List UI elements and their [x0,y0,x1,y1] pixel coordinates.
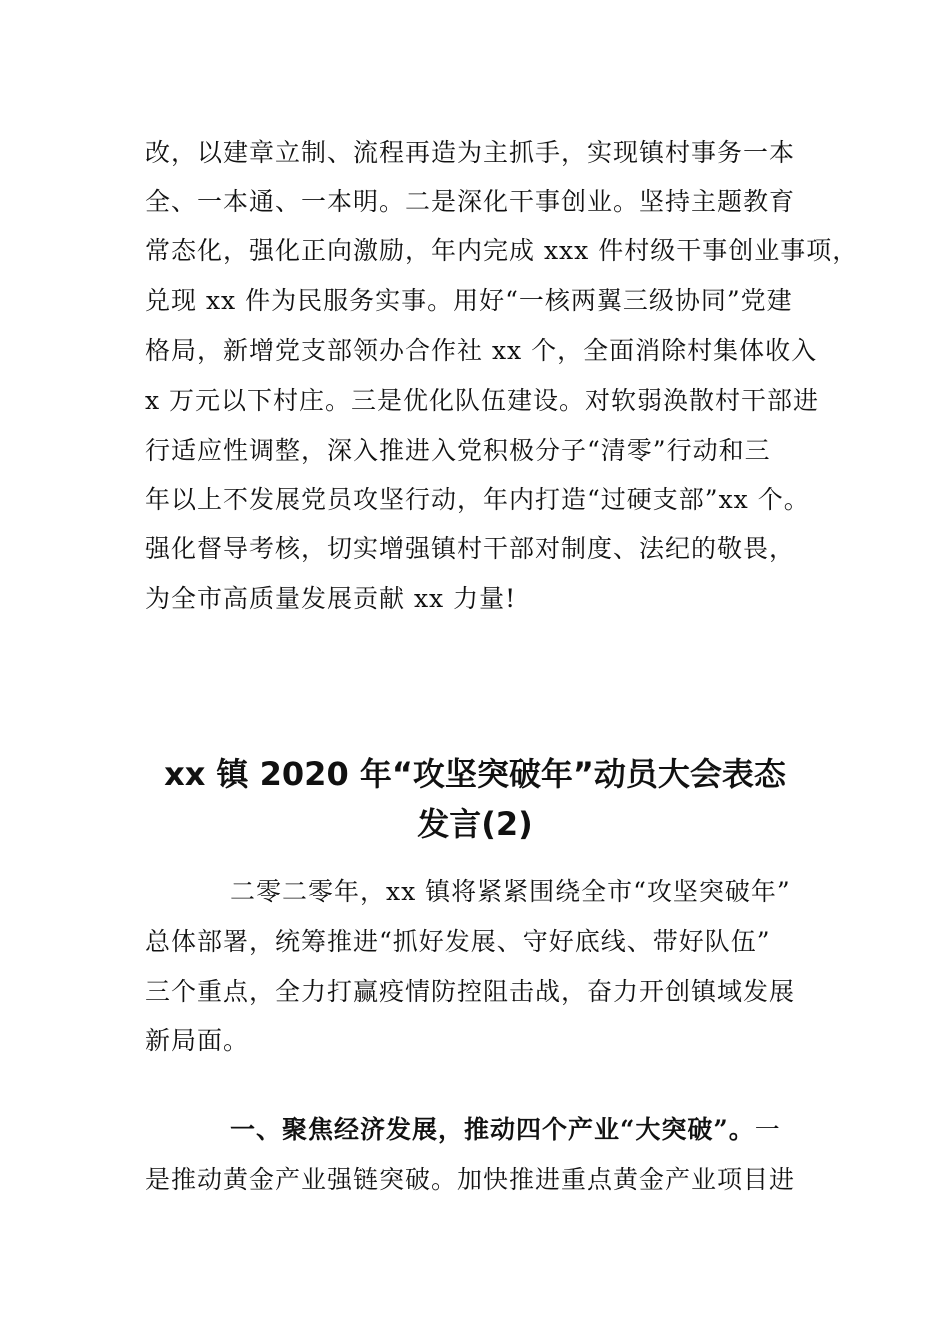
body-text-line: 兑现 xx 件为民服务实事。用好“一核两翼三级协同”党建 [145,286,793,315]
body-text-line: 年以上不发展党员攻坚行动，年内打造“过硬支部”xx 个。 [145,485,810,514]
section-heading-line [230,1113,781,1147]
body-text-line: 强化督导考核，切实增强镇村干部对制度、法纪的敬畏， [145,534,796,563]
body-text-line: 行适应性调整，深入推进入党积极分子“清零”行动和三 [145,436,771,465]
body-text-line: x 万元以下村庄。三是优化队伍建设。对软弱涣散村干部进 [145,386,820,415]
document-title-line1: xx 镇 2020 年“攻坚突破年”动员大会表态 [164,755,786,793]
body-text-line: 格局，新增党支部领办合作社 xx 个，全面消除村集体收入 [145,336,818,365]
section-text: 一 [754,1115,781,1144]
intro-text-line: 三个重点，全力打赢疫情防控阻击战，奋力开创镇域发展 [145,977,796,1006]
intro-text-line: 总体部署，统筹推进“抓好发展、守好底线、带好队伍” [145,927,771,956]
section-text-line: 是推动黄金产业强链突破。加快推进重点黄金产业项目进 [145,1165,796,1194]
section-heading: 一、聚焦经济发展，推动四个产业“大突破”。 [230,1115,755,1144]
body-text-line: 常态化，强化正向激励，年内完成 xxx 件村级干事创业事项， [145,236,859,265]
intro-text-line: 新局面。 [145,1026,250,1055]
body-text-line: 改，以建章立制、流程再造为主抓手，实现镇村事务一本 [145,138,796,167]
intro-text-line: 二零二零年，xx 镇将紧紧围绕全市“攻坚突破年” [230,877,791,906]
body-text-line: 全、一本通、一本明。二是深化干事创业。坚持主题教育 [145,187,796,216]
document-title-line2: 发言(2) [417,805,533,843]
body-text-line: 为全市高质量发展贡献 xx 力量! [145,584,517,613]
